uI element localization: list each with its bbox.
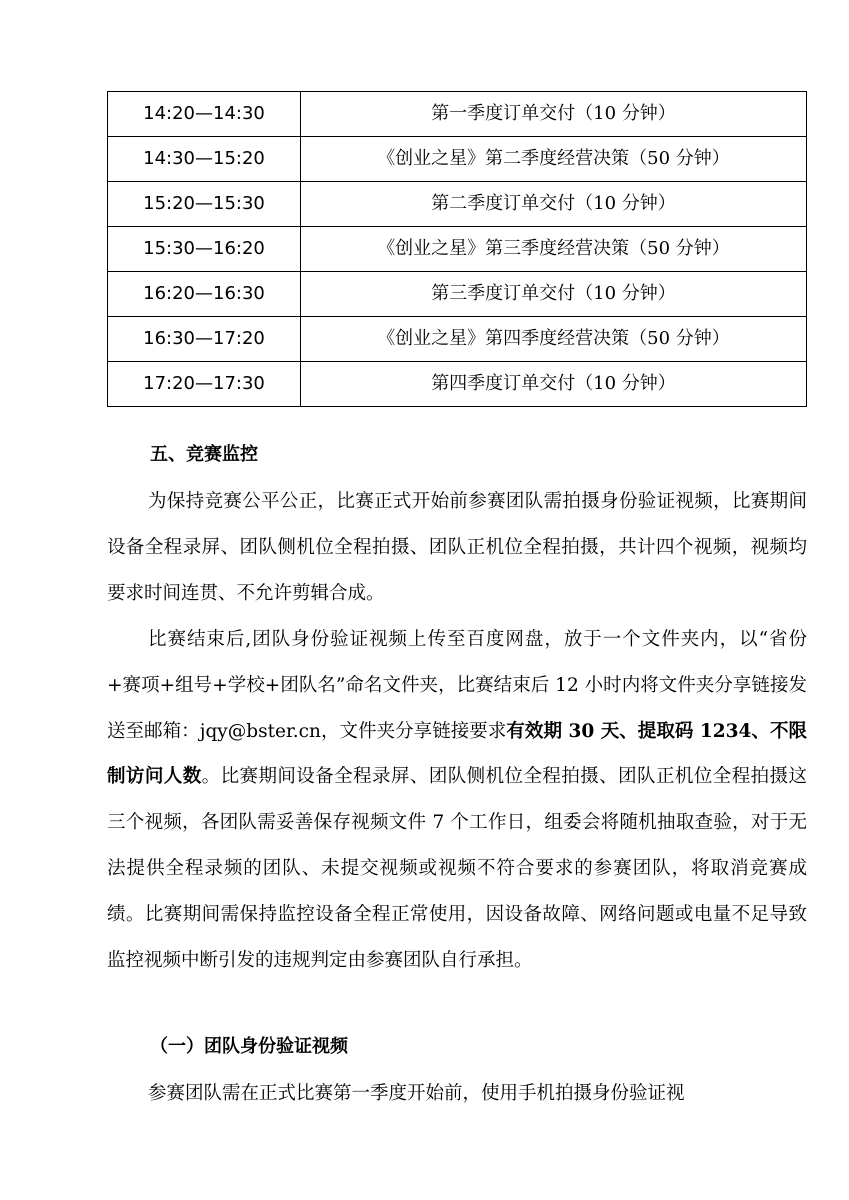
- schedule-table-body: [108, 92, 807, 407]
- activity-cell: 《创业之星》第二季度经营决策（50 分钟）: [301, 137, 807, 182]
- paragraph-monitoring-intro: [107, 479, 807, 616]
- paragraph-video-submission: [107, 617, 807, 983]
- table-row: [108, 227, 807, 272]
- table-row: [108, 137, 807, 182]
- paragraph-text: 比赛结束后,团队身份验证视频上传至百度网盘，放于一个文件夹内，以“省份+赛项+组号+学校+团队名”命名文件夹，比赛结束后 12 小时内将文件夹分享链接发送至邮箱：jqy@bster.cn，文件夹分享链接要求: [107, 629, 807, 742]
- paragraph-text: 参赛团队需在正式比赛第一季度开始前，使用手机拍摄身份验证视: [148, 1083, 685, 1104]
- paragraph-text: 。比赛期间设备全程录屏、团队侧机位全程拍摄、团队正机位全程拍摄这三个视频，各团队需妥善保存视频文件 7 个工作日，组委会将随机抽取查验，对于无法提供全程录频的团队、未提交视频或视频不符合要求的参赛团队，将取消竞赛成绩。比赛期间需保持监控设备全程正常使用，因设备故障、网络问题或电量不足导致监控视频中断引发的违规判定由参赛团队自行承担。: [107, 766, 807, 971]
- time-cell: 14:20—14:30: [108, 92, 301, 137]
- activity-cell: 第二季度订单交付（10 分钟）: [301, 182, 807, 227]
- activity-cell: 第一季度订单交付（10 分钟）: [301, 92, 807, 137]
- section-heading: 五、竞赛监控: [150, 444, 258, 465]
- table-row: [108, 317, 807, 362]
- schedule-table: [107, 91, 807, 407]
- time-cell: 16:30—17:20: [108, 317, 301, 362]
- activity-cell: 第三季度订单交付（10 分钟）: [301, 272, 807, 317]
- paragraph-bold-text: 有效期 30 天、提取码 1234、不限制访问人数: [107, 720, 808, 788]
- table-row: [108, 92, 807, 137]
- activity-cell: 《创业之星》第三季度经营决策（50 分钟）: [301, 227, 807, 272]
- time-cell: 15:30—16:20: [108, 227, 301, 272]
- table-row: [108, 182, 807, 227]
- time-cell: 17:20—17:30: [108, 362, 301, 407]
- activity-cell: 第四季度订单交付（10 分钟）: [301, 362, 807, 407]
- time-cell: 15:20—15:30: [108, 182, 301, 227]
- table-row: [108, 362, 807, 407]
- time-cell: 16:20—16:30: [108, 272, 301, 317]
- activity-cell: 《创业之星》第四季度经营决策（50 分钟）: [301, 317, 807, 362]
- subsection-heading: （一）团队身份验证视频: [150, 1036, 348, 1057]
- table-row: [108, 272, 807, 317]
- paragraph-text: 为保持竞赛公平公正，比赛正式开始前参赛团队需拍摄身份验证视频，比赛期间设备全程录屏、团队侧机位全程拍摄、团队正机位全程拍摄，共计四个视频，视频均要求时间连贯、不允许剪辑合成。: [107, 491, 807, 604]
- paragraph-identity-video: [107, 1071, 807, 1117]
- time-cell: 14:30—15:20: [108, 137, 301, 182]
